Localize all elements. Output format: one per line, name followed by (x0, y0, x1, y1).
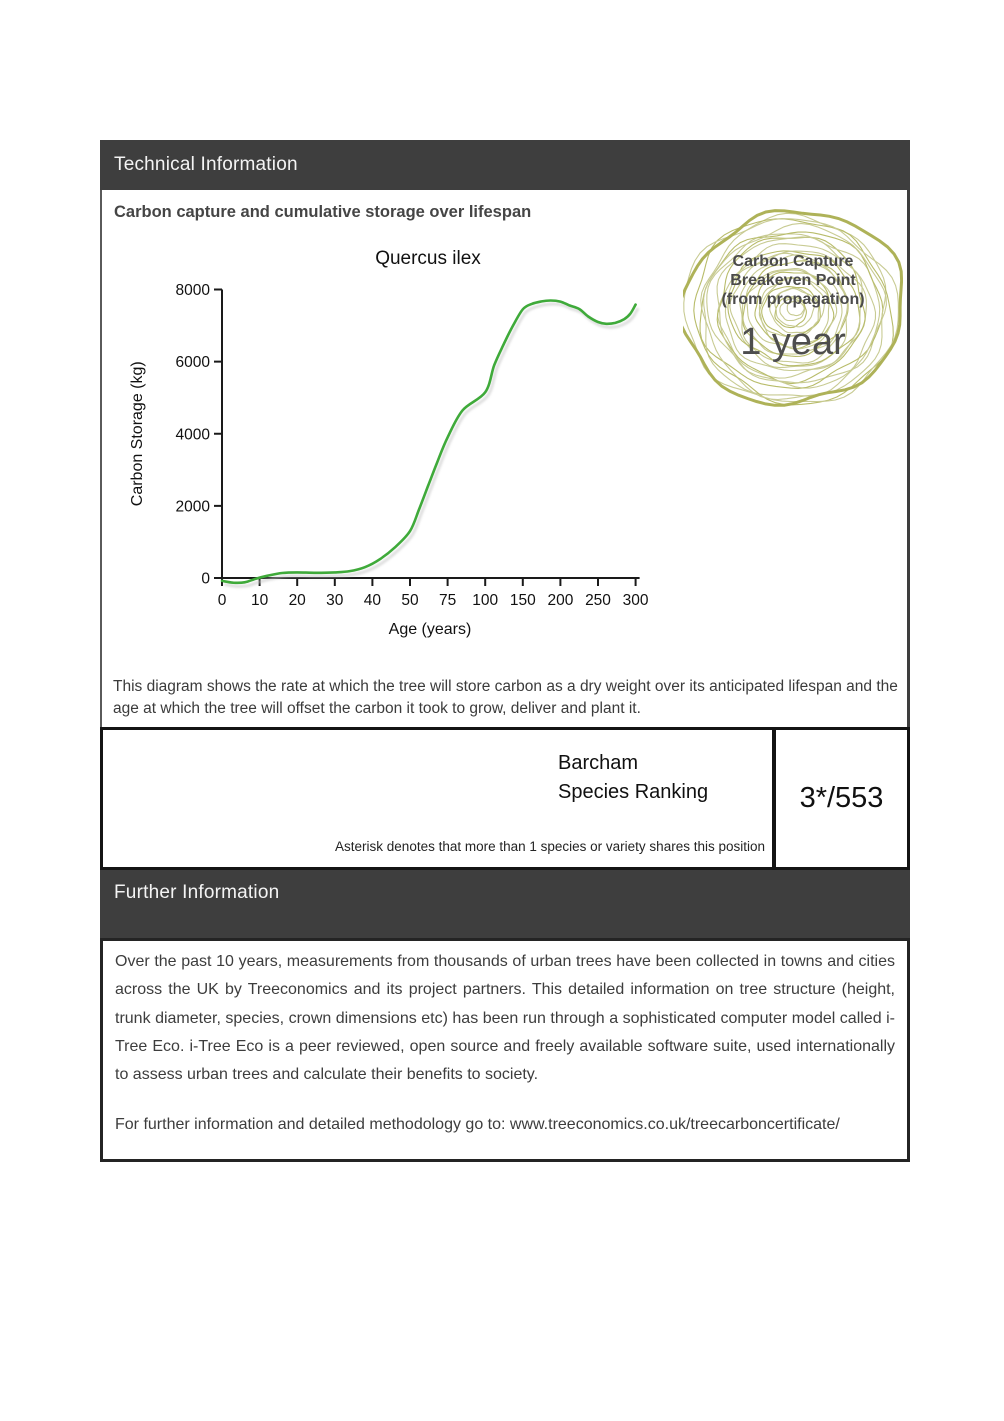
x-tick-label: 200 (547, 592, 574, 609)
x-tick-label: 100 (472, 592, 499, 609)
y-tick-label: 2000 (175, 498, 210, 516)
ranking-label-cell (103, 730, 772, 867)
further-information-box (100, 938, 910, 1162)
ranking-title (558, 749, 708, 807)
technical-section (100, 190, 910, 727)
x-tick-label: 30 (326, 592, 344, 609)
chart-title: Quercus ilex (375, 248, 481, 269)
carbon-storage-curve (222, 301, 636, 583)
ranking-org: Barcham (558, 752, 639, 774)
ranking-asterisk-note: Asterisk denotes that more than 1 species or variety shares this position (335, 839, 765, 854)
breakeven-value: 1 year (740, 321, 846, 363)
x-tick-label: 0 (217, 592, 227, 609)
y-axis-label: Carbon Storage (kg) (129, 361, 146, 507)
x-tick-label: 300 (622, 592, 649, 609)
ranking-value: 3*/553 (799, 782, 884, 814)
further-information-header (100, 870, 910, 938)
technical-header-label: Technical Information (114, 154, 298, 175)
carbon-storage-chart (120, 238, 700, 653)
ranking-value-cell (772, 730, 907, 867)
x-tick-label: 150 (509, 592, 536, 609)
x-tick-label: 75 (438, 592, 457, 609)
x-tick-label: 20 (288, 592, 306, 609)
breakeven-line-3: (from propagation) (721, 291, 865, 308)
chart-description: This diagram shows the rate at which the tree will store carbon as a dry weight over its anticipated lifespan and the age at which the tree will offset the carbon it took to grow, deliver and plant it. (113, 678, 898, 717)
ranking-label: Species Ranking (558, 781, 709, 803)
breakeven-callout (683, 200, 903, 420)
x-tick-label: 50 (401, 592, 419, 609)
x-tick-label: 40 (363, 592, 382, 609)
breakeven-line-2: Breakeven Point (730, 272, 856, 289)
x-tick-label: 10 (250, 592, 269, 609)
species-ranking-box (100, 727, 910, 870)
curve-shadow (225, 304, 639, 586)
y-tick-label: 0 (201, 570, 210, 588)
x-tick-label: 250 (585, 592, 611, 609)
further-header-label: Further Information (114, 882, 280, 903)
technical-information-header (100, 140, 910, 190)
breakeven-line-1: Carbon Capture (732, 253, 854, 270)
further-paragraph-1: Over the past 10 years, measurements from thousands of urban trees have been collected in towns and cities across the UK by Treeconomics and its project partners. This detailed information on tree structure (height, trunk diameter, species, crown dimensions etc) has been run through a sophisticated computer model called i-Tree Eco. i-Tree Eco is a peer reviewed, open source and freely available software suite, used internationally to assess urban trees and calculate their benefits to society. (115, 953, 895, 1084)
x-axis-label: Age (years) (388, 621, 472, 638)
further-paragraph-2-url: For further information and detailed methodology go to: www.treeconomics.co.uk/treecarboncertificate/ (115, 1116, 840, 1134)
y-tick-label: 4000 (175, 426, 210, 444)
y-tick-label: 8000 (175, 282, 210, 299)
y-tick-label: 6000 (175, 354, 210, 372)
chart-section-title: Carbon capture and cumulative storage over lifespan (114, 203, 532, 221)
